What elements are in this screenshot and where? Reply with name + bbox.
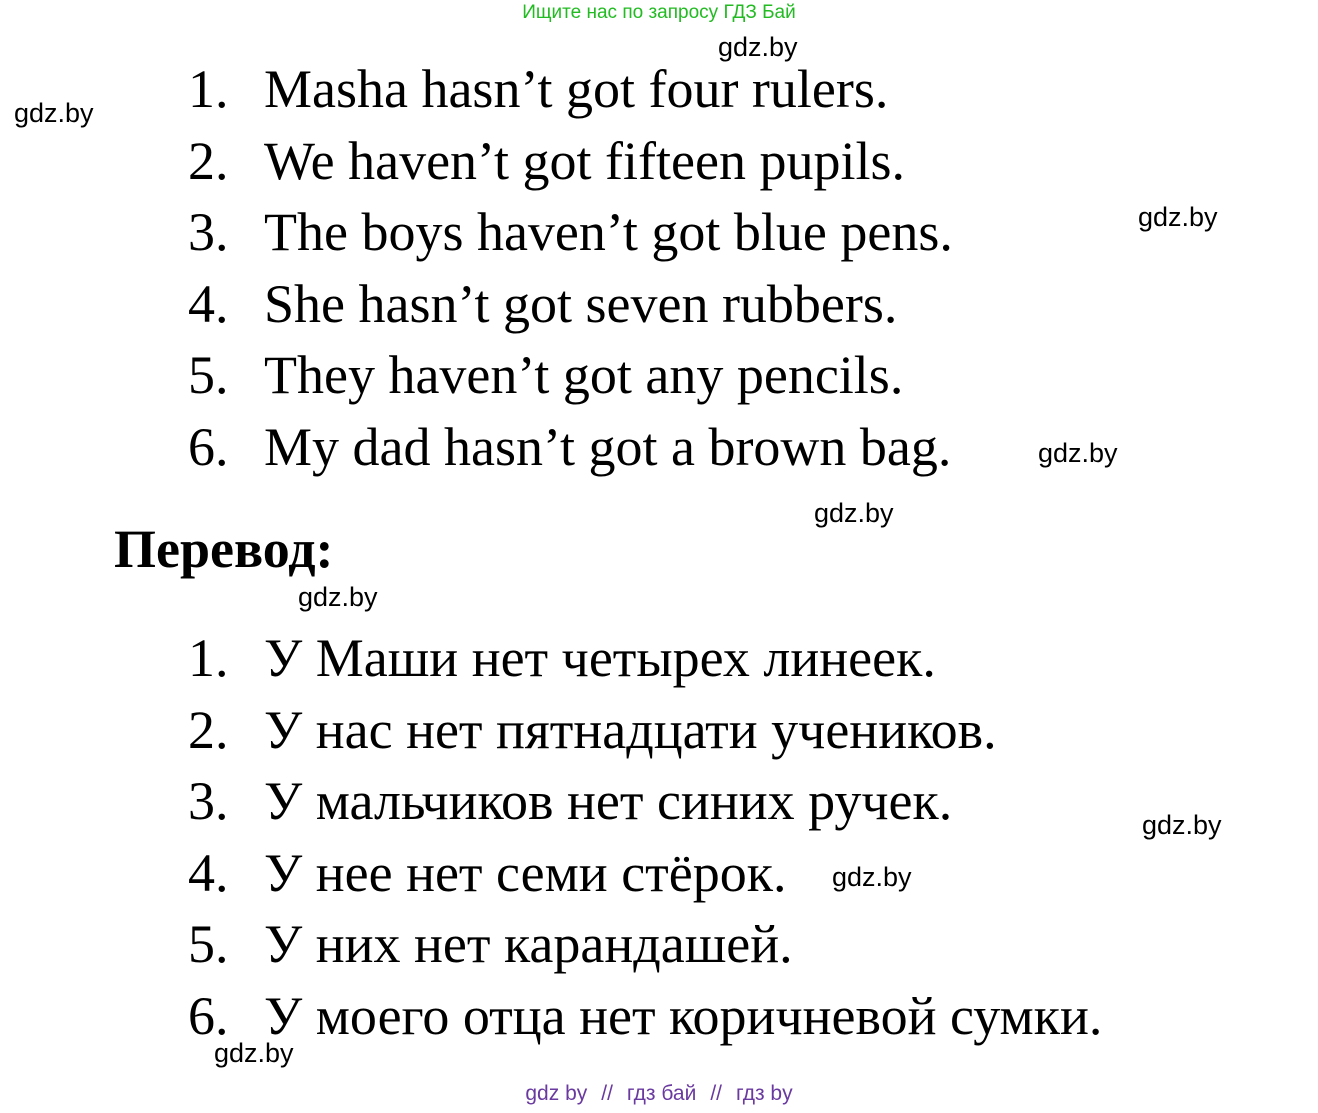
item-number: 5. bbox=[188, 345, 229, 405]
item-number: 4. bbox=[188, 273, 229, 334]
item-text: My dad hasn’t got a brown bag. bbox=[264, 416, 952, 477]
item-text: Masha hasn’t got four rulers. bbox=[264, 59, 889, 119]
item-text: У Маши нет четырех линеек. bbox=[264, 628, 936, 688]
footer-separator: // bbox=[710, 1082, 722, 1105]
item-text: У нее нет семи стёрок. bbox=[264, 842, 787, 903]
watermark: gdz.by bbox=[214, 1038, 294, 1068]
translation-item-4 bbox=[188, 840, 1102, 912]
item-number: 6. bbox=[188, 416, 229, 477]
translation-item-2 bbox=[188, 697, 1102, 769]
watermark: gdz.by bbox=[1038, 438, 1118, 468]
english-item-5 bbox=[188, 342, 953, 414]
english-item-3 bbox=[188, 199, 953, 271]
item-text: У нас нет пятнадцати учеников. bbox=[264, 699, 997, 760]
watermark: gdz.by bbox=[814, 498, 894, 528]
item-number: 3. bbox=[188, 202, 229, 262]
top-banner: Ищите нас по запросу ГДЗ Бай bbox=[522, 2, 796, 23]
item-number: 4. bbox=[188, 842, 229, 903]
item-text: У них нет карандашей. bbox=[264, 914, 793, 974]
english-item-4 bbox=[188, 271, 953, 343]
translation-item-6 bbox=[188, 983, 1102, 1055]
item-text: They haven’t got any pencils. bbox=[264, 345, 904, 405]
english-item-6 bbox=[188, 414, 953, 486]
item-number: 6. bbox=[188, 985, 229, 1046]
item-text: У моего отца нет коричневой сумки. bbox=[264, 985, 1103, 1046]
footer-separator: // bbox=[601, 1082, 613, 1105]
item-number: 1. bbox=[188, 628, 229, 688]
translation-item-1 bbox=[188, 625, 1102, 697]
footer-link-gdz-by[interactable]: gdz by bbox=[525, 1082, 588, 1105]
item-text: She hasn’t got seven rubbers. bbox=[264, 273, 898, 334]
english-answer-list bbox=[188, 56, 953, 485]
english-item-2 bbox=[188, 128, 953, 200]
english-item-1 bbox=[188, 56, 953, 128]
translation-item-3 bbox=[188, 768, 1102, 840]
item-number: 2. bbox=[188, 699, 229, 760]
item-text: We haven’t got fifteen pupils. bbox=[264, 130, 905, 191]
item-text: The boys haven’t got blue pens. bbox=[264, 202, 953, 262]
footer bbox=[0, 1082, 1318, 1106]
item-number: 2. bbox=[188, 130, 229, 191]
item-text: У мальчиков нет синих ручек. bbox=[264, 771, 953, 831]
watermark: gdz.by bbox=[718, 32, 798, 62]
item-number: 5. bbox=[188, 914, 229, 974]
footer-link-gdz-by-ru[interactable]: гдз by bbox=[735, 1082, 793, 1105]
watermark: gdz.by bbox=[832, 862, 912, 892]
watermark: gdz.by bbox=[298, 582, 378, 612]
translation-heading: Перевод: bbox=[114, 519, 334, 579]
item-number: 1. bbox=[188, 59, 229, 119]
translation-list bbox=[188, 625, 1102, 1054]
watermark: gdz.by bbox=[14, 98, 94, 128]
watermark: gdz.by bbox=[1138, 202, 1218, 232]
footer-link-gdz-bai[interactable]: гдз бай bbox=[626, 1082, 697, 1105]
watermark: gdz.by bbox=[1142, 810, 1222, 840]
item-number: 3. bbox=[188, 771, 229, 831]
translation-item-5 bbox=[188, 911, 1102, 983]
